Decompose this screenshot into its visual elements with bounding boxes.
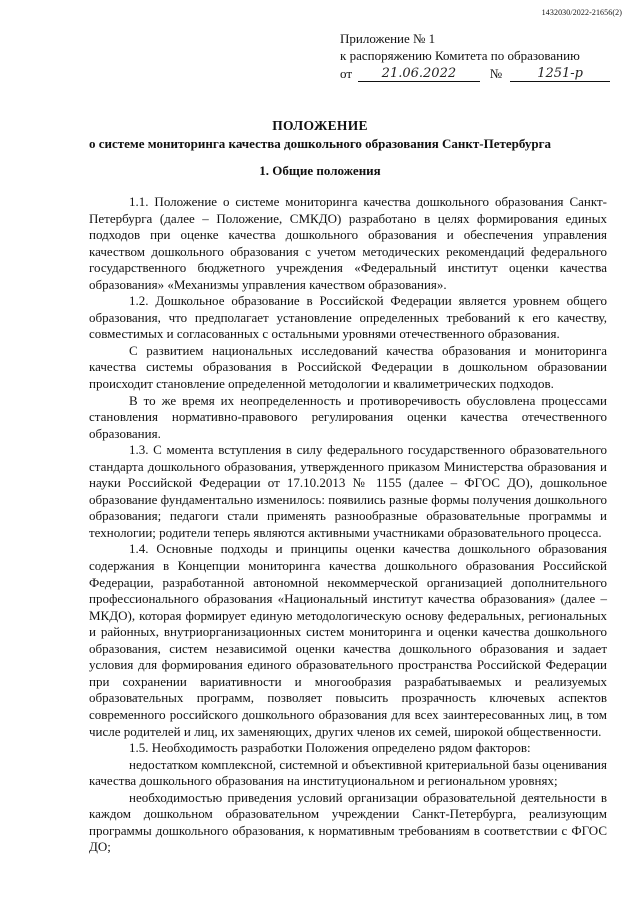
paragraph-1-2: 1.2. Дошкольное образование в Российской Федерации является уровнем общего образования, что предполагает установление определенных требований к его качеству, совместимых и согласованных с остальными уровнями отечественного образования.: [89, 293, 607, 342]
paragraph-research: С развитием национальных исследований качества образования и мониторинга качества системы образования в Российской Федерации в дошкольном образовании происходит становление определенной методологии и квалиметрических подходов.: [89, 342, 607, 392]
registration-number: 1432030/2022-21656(2): [541, 8, 622, 17]
handwritten-number: 1251-р: [510, 66, 610, 82]
paragraph-1-1: 1.1. Положение о системе мониторинга качества дошкольного образования Санкт-Петербурга (далее – Положение, СМКДО) разработано в целях формирования единых подходов при оценке качества дошкольного образования и обеспечения управления качеством дошкольного образования с учетом методических рекомендаций федерального государственного бюджетного учреждения «Федеральный институт оценки качества образования» «Механизмы управления качеством образования».: [89, 194, 607, 292]
section-heading: 1. Общие положения: [259, 163, 381, 178]
date-prefix: от: [340, 66, 353, 81]
document-title-block: [0, 117, 640, 153]
paragraph-1-5: 1.5. Необходимость разработки Положения определено рядом факторов:: [129, 740, 531, 756]
annex-order-reference: к распоряжению Комитета по образованию: [340, 48, 580, 63]
paragraph-uncertainty: В то же время их неопределенность и противоречивость обусловлена процессами становления нормативно-правового регулирования оценки качества отечественного образования.: [89, 392, 607, 441]
paragraph-factor-2: необходимостью приведения условий организации образовательной деятельности в каждом дошкольном образовательном учреждении Санкт-Петербурга, реализующим программы дошкольного образования, к нормативным требованиям в соответствии с ФГОС ДО;: [89, 789, 607, 855]
paragraph-1-4: 1.4. Основные подходы и принципы оценки качества дошкольного образования содержания в Концепции мониторинга качества дошкольного образования Российской Федерации, разработанной автономной некоммерческой организацией дополнительного профессионального образования «Национальный институт качества образования» (далее – МКДО), которая формирует единую методологическую основу федеральных, региональных и районных, внутриорганизационных систем мониторинга и оценки качества дошкольного образования, систем независимой оценки качества дошкольного образования и задает условия для формирования единого образовательного пространства Российской Федерации при сохранении вариативности и многообразия разрабатываемых и реализуемых образовательных программ, позволяет повысить прозрачность ключевых аспектов современного российского дошкольного образования для всех заинтересованных лиц, в том числе родителей и лиц, их заменяющих, других членов их семей, широкой общественности.: [89, 541, 607, 739]
annex-title: Приложение № 1: [340, 31, 436, 46]
number-prefix: №: [489, 66, 503, 81]
order-date-number-line: [340, 65, 610, 82]
document-title: ПОЛОЖЕНИЕ: [272, 118, 368, 133]
handwritten-date: 21.06.2022: [358, 66, 480, 82]
section-body: [89, 194, 607, 856]
document-subtitle: о системе мониторинга качества дошкольного образования Санкт-Петербурга: [88, 136, 552, 151]
paragraph-1-3: 1.3. С момента вступления в силу федерального государственного образовательного стандарта дошкольного образования, утвержденного приказом Министерства образования и науки Российской Федерации от 17.10.2013 № 1155 (далее – ФГОС ДО), дошкольное образование фундаментально изменилось: появились разные формы получения дошкольного образования; педагоги стали применять разнообразные образовательные программы и технологии; родители теперь являются активными участниками образовательного процесса.: [89, 442, 607, 540]
paragraph-factor-1: недостатком комплексной, системной и объективной критериальной базы оценивания качества дошкольного образования на институциональном и региональном уровнях;: [89, 756, 607, 789]
annex-block: [340, 30, 610, 82]
